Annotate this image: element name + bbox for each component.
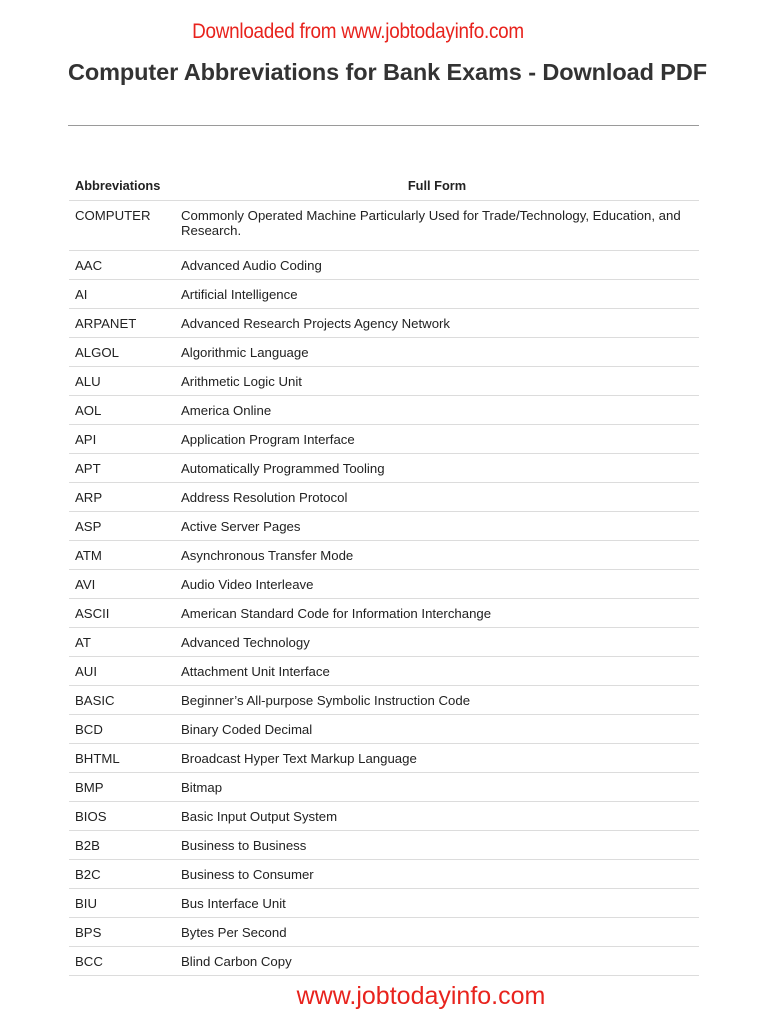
abbr-cell: BPS bbox=[69, 918, 175, 947]
table-row bbox=[69, 947, 699, 976]
table-row bbox=[69, 280, 699, 309]
abbr-cell: ARPANET bbox=[69, 309, 175, 338]
full-form-cell: Bus Interface Unit bbox=[175, 889, 699, 918]
table-row bbox=[69, 251, 699, 280]
full-form-cell: Business to Consumer bbox=[175, 860, 699, 889]
full-form-cell: American Standard Code for Information Interchange bbox=[175, 599, 699, 628]
full-form-cell: Advanced Research Projects Agency Network bbox=[175, 309, 699, 338]
abbr-cell: AAC bbox=[69, 251, 175, 280]
abbr-cell: BHTML bbox=[69, 744, 175, 773]
table-row bbox=[69, 599, 699, 628]
abbr-cell: COMPUTER bbox=[69, 201, 175, 251]
table-row bbox=[69, 860, 699, 889]
abbr-cell: ALU bbox=[69, 367, 175, 396]
table-row bbox=[69, 454, 699, 483]
abbr-cell: ATM bbox=[69, 541, 175, 570]
abbr-cell: AI bbox=[69, 280, 175, 309]
table-row bbox=[69, 338, 699, 367]
table-row bbox=[69, 918, 699, 947]
full-form-cell: Advanced Audio Coding bbox=[175, 251, 699, 280]
abbr-cell: AUI bbox=[69, 657, 175, 686]
full-form-cell: Audio Video Interleave bbox=[175, 570, 699, 599]
abbr-cell: APT bbox=[69, 454, 175, 483]
table-row bbox=[69, 483, 699, 512]
table-row bbox=[69, 396, 699, 425]
table-row bbox=[69, 802, 699, 831]
abbr-cell: AVI bbox=[69, 570, 175, 599]
abbr-cell: BIOS bbox=[69, 802, 175, 831]
table-row bbox=[69, 889, 699, 918]
full-form-cell: Beginner’s All-purpose Symbolic Instruction Code bbox=[175, 686, 699, 715]
table-row bbox=[69, 715, 699, 744]
abbr-cell: B2C bbox=[69, 860, 175, 889]
abbreviations-table bbox=[69, 171, 699, 976]
full-form-cell: Artificial Intelligence bbox=[175, 280, 699, 309]
abbr-cell: BASIC bbox=[69, 686, 175, 715]
abbr-cell: BCC bbox=[69, 947, 175, 976]
page-title: Computer Abbreviations for Bank Exams - Download PDF bbox=[68, 59, 707, 85]
full-form-cell: Bytes Per Second bbox=[175, 918, 699, 947]
full-form-cell: Commonly Operated Machine Particularly Used for Trade/Technology, Education, and Research. bbox=[175, 201, 699, 251]
abbr-cell: BMP bbox=[69, 773, 175, 802]
full-form-cell: Algorithmic Language bbox=[175, 338, 699, 367]
title-divider bbox=[68, 125, 699, 126]
abbr-cell: ASP bbox=[69, 512, 175, 541]
table-row bbox=[69, 686, 699, 715]
full-form-cell: Active Server Pages bbox=[175, 512, 699, 541]
table-row bbox=[69, 309, 699, 338]
table-row bbox=[69, 425, 699, 454]
table-row bbox=[69, 628, 699, 657]
full-form-cell: Basic Input Output System bbox=[175, 802, 699, 831]
abbr-cell: ALGOL bbox=[69, 338, 175, 367]
full-form-cell: Binary Coded Decimal bbox=[175, 715, 699, 744]
table-row bbox=[69, 773, 699, 802]
table-row bbox=[69, 570, 699, 599]
full-form-cell: Asynchronous Transfer Mode bbox=[175, 541, 699, 570]
abbr-cell: B2B bbox=[69, 831, 175, 860]
abbr-cell: BCD bbox=[69, 715, 175, 744]
table-row bbox=[69, 541, 699, 570]
abbr-cell: ARP bbox=[69, 483, 175, 512]
full-form-cell: Automatically Programmed Tooling bbox=[175, 454, 699, 483]
table-row bbox=[69, 657, 699, 686]
abbr-cell: BIU bbox=[69, 889, 175, 918]
header-abbreviations: Abbreviations bbox=[69, 171, 175, 201]
table-row bbox=[69, 744, 699, 773]
table-row bbox=[69, 831, 699, 860]
table-header-row bbox=[69, 171, 699, 201]
full-form-cell: Advanced Technology bbox=[175, 628, 699, 657]
full-form-cell: Broadcast Hyper Text Markup Language bbox=[175, 744, 699, 773]
table-row bbox=[69, 367, 699, 396]
table-row bbox=[69, 512, 699, 541]
full-form-cell: Address Resolution Protocol bbox=[175, 483, 699, 512]
full-form-cell: Arithmetic Logic Unit bbox=[175, 367, 699, 396]
watermark-bottom: www.jobtodayinfo.com bbox=[296, 982, 546, 1010]
full-form-cell: Attachment Unit Interface bbox=[175, 657, 699, 686]
abbr-cell: AOL bbox=[69, 396, 175, 425]
full-form-cell: Application Program Interface bbox=[175, 425, 699, 454]
header-full-form: Full Form bbox=[175, 171, 699, 201]
abbr-cell: AT bbox=[69, 628, 175, 657]
table-row bbox=[69, 201, 699, 251]
abbr-cell: ASCII bbox=[69, 599, 175, 628]
watermark-top: Downloaded from www.jobtodayinfo.com bbox=[192, 20, 524, 43]
full-form-cell: Blind Carbon Copy bbox=[175, 947, 699, 976]
full-form-cell: America Online bbox=[175, 396, 699, 425]
full-form-cell: Bitmap bbox=[175, 773, 699, 802]
full-form-cell: Business to Business bbox=[175, 831, 699, 860]
abbr-cell: API bbox=[69, 425, 175, 454]
